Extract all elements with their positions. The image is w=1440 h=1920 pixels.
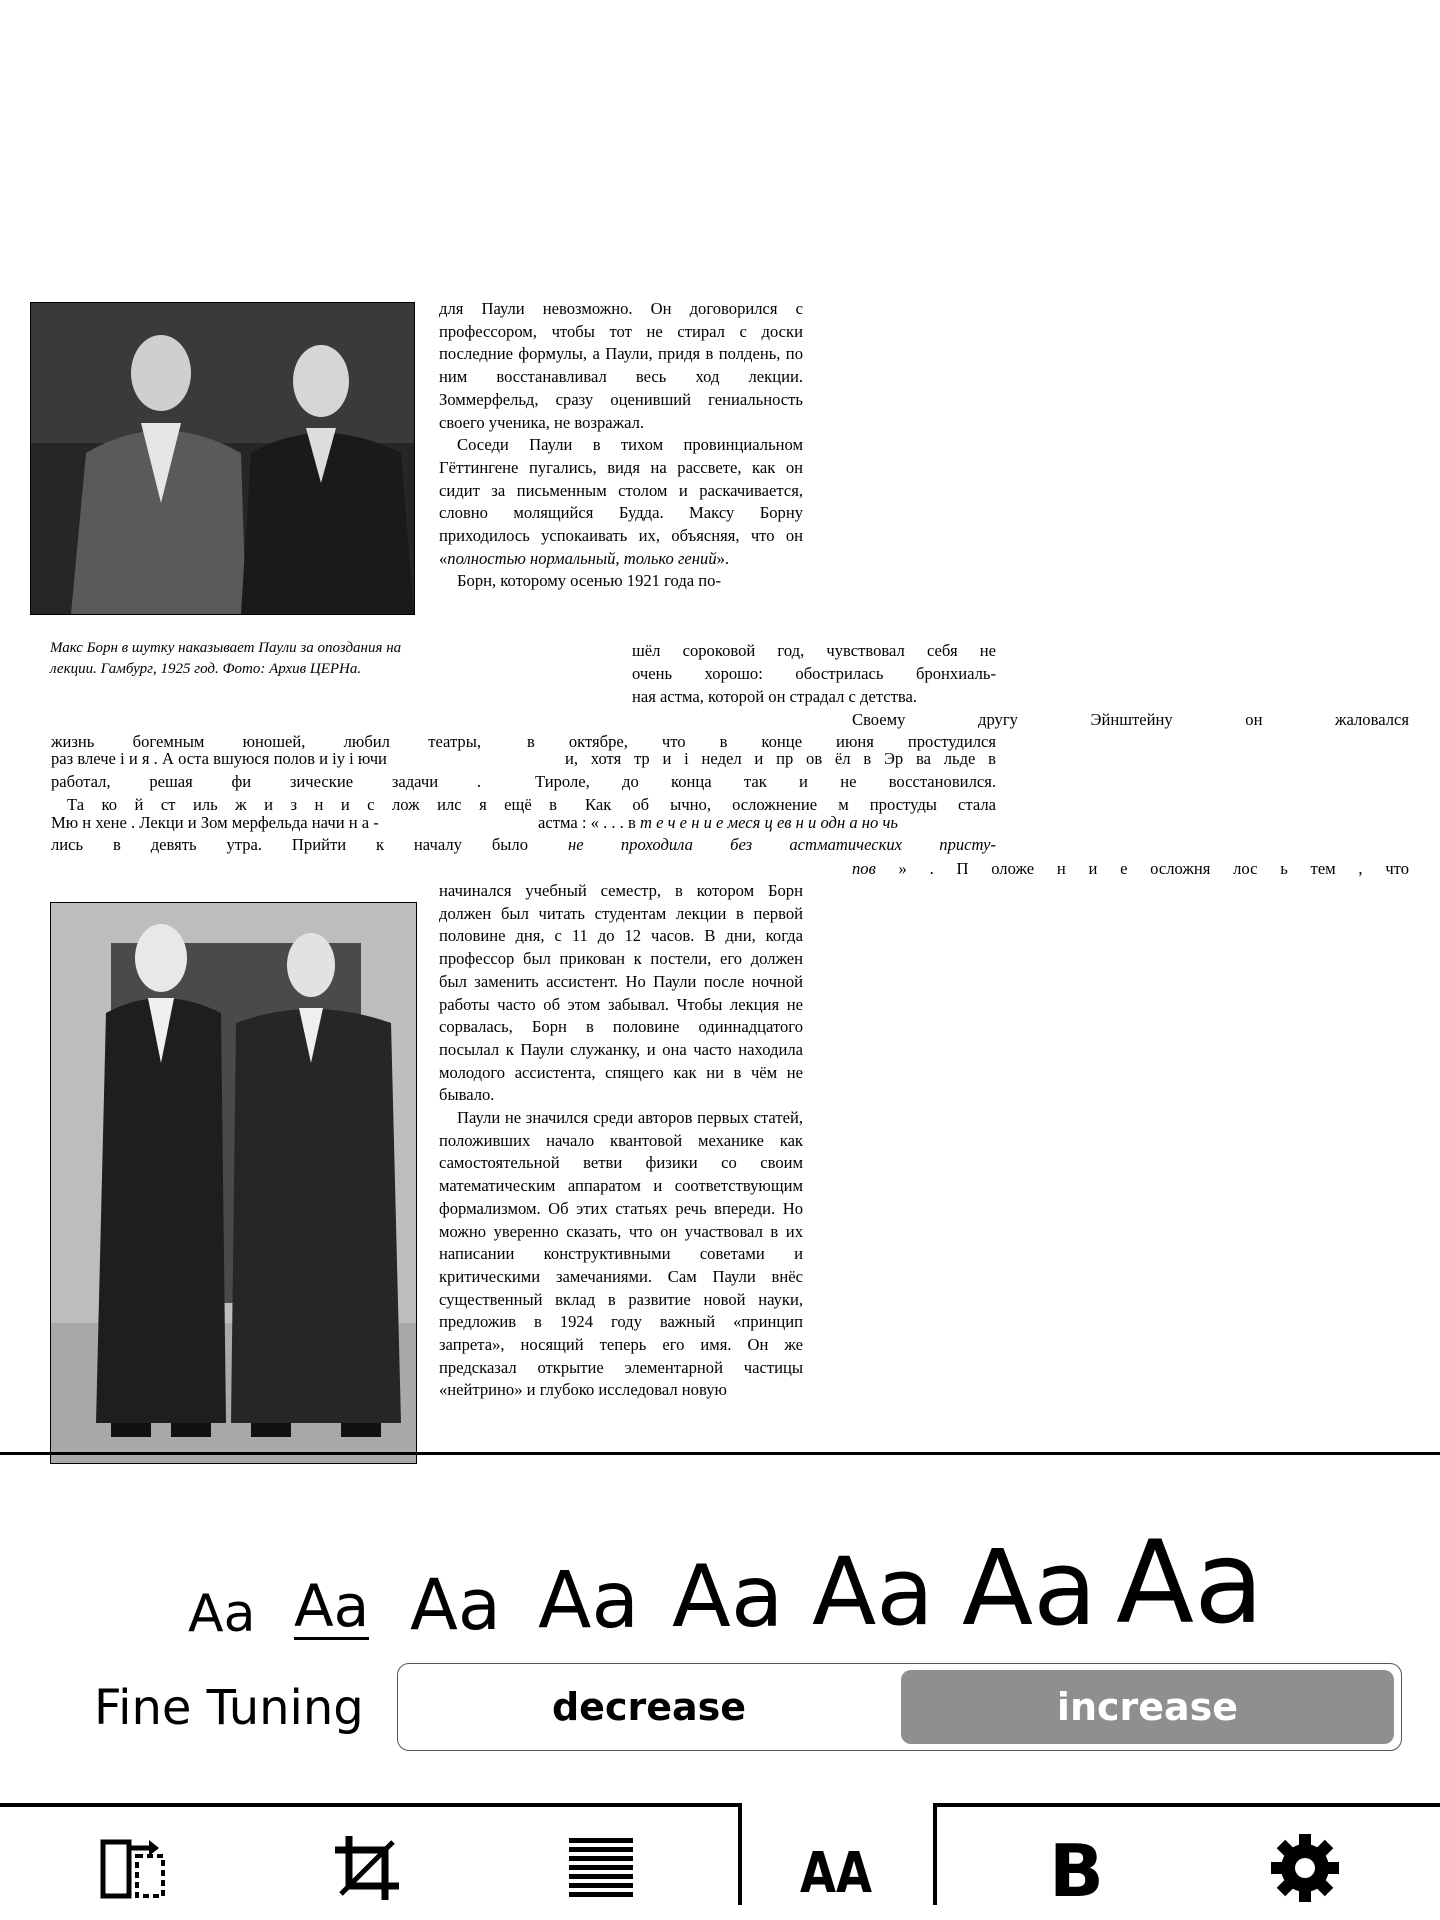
font-size-option-1[interactable]: Aa xyxy=(188,1584,256,1644)
text-line: Та ко й ст иль ж и з н и с лож илс я ещё в xyxy=(67,795,557,814)
text-line: очень хорошо: обострилась бронхиаль- xyxy=(632,664,996,683)
text-line: жизнь богемным юношей, любил театры, xyxy=(51,732,481,751)
font-size-option-2[interactable]: Aa xyxy=(294,1572,370,1640)
svg-text:AA: AA xyxy=(800,1841,873,1906)
crop-button[interactable] xyxy=(322,1823,412,1913)
decrease-button[interactable]: decrease xyxy=(551,1685,747,1729)
crop-icon xyxy=(331,1832,403,1904)
text-line: астма : « . . . в т е ч е н и е меся ц ев н и одн а но чь xyxy=(538,813,898,832)
text-line: и, хотя тр и і недел и пр ов ёл в Эр ва льде в xyxy=(565,749,996,768)
increase-button[interactable]: increase xyxy=(901,1670,1394,1744)
text-columns-icon xyxy=(565,1832,637,1904)
font-size-option-4[interactable]: Aa xyxy=(538,1556,640,1646)
text-line: не проходила без астматических присту- xyxy=(568,835,996,854)
fine-tuning-control xyxy=(397,1663,1402,1751)
bold-icon xyxy=(1035,1829,1107,1913)
svg-text:B: B xyxy=(1049,1829,1104,1913)
text-line: ная астма, которой он страдал с детства. xyxy=(632,687,918,706)
text-line: Мю н хене . Лекци и Зом мерфельда начи н а - xyxy=(51,813,379,832)
font-size-button[interactable] xyxy=(791,1823,881,1913)
photo-caption: Макс Борн в шутку наказывает Паули за опоздания на лекции. Гамбург, 1925 год. Фото: Архив ЦЕРНа. xyxy=(50,640,402,677)
text-line: лись в девять утра. Прийти к началу было xyxy=(51,835,528,854)
font-size-option-8[interactable]: Aa xyxy=(1116,1516,1264,1649)
toolbar-divider xyxy=(738,1803,742,1905)
page-layout-icon xyxy=(97,1832,169,1904)
paragraph: Паули не значился среди авторов первых статей, положивших начало квантовой механике как самостоятельной ветви физики со своим математическим аппаратом и соответствующим формализмом. Об этих статьях речь впереди. Но можно уверенно сказать, что он участвовал в их написании конструктивными советами и критическими замечаниями. Сам Паули внёс существенный вклад в развитие новой науки, предложив в 1924 году важный «принцип запрета», носящий теперь его имя. Он же предсказал открытие элементарной частицы «нейтрино» и глубоко исследовал новую xyxy=(439,1108,803,1400)
text-line: Своему другу Эйнштейну он жаловался xyxy=(852,710,1409,729)
photo-born-pauli xyxy=(30,302,415,615)
toolbar-border xyxy=(0,1803,742,1807)
paragraph: Борн, которому осенью 1921 года по- xyxy=(457,571,721,591)
fine-tuning-label: Fine Tuning xyxy=(94,1680,364,1736)
page-layout-button[interactable] xyxy=(88,1823,178,1913)
font-size-option-3[interactable]: Aa xyxy=(410,1564,501,1646)
font-size-icon xyxy=(800,1832,872,1904)
settings-gear-icon xyxy=(1269,1832,1341,1904)
text-line: раз влече і и я . А оста вшуюся полов и іу і ючи xyxy=(51,749,387,768)
bold-button[interactable] xyxy=(1026,1823,1116,1913)
text-line: работал, решая фи зические задачи . xyxy=(51,772,481,791)
text-line: пов » . П оложе н и е осложня лос ь тем , что xyxy=(852,859,1409,878)
text-columns-button[interactable] xyxy=(556,1823,646,1913)
text-line: шёл сороковой год, чувствовал себя не xyxy=(632,641,996,660)
font-size-option-6[interactable]: Aa xyxy=(812,1538,934,1647)
toolbar-divider xyxy=(933,1803,937,1905)
text-line: Тироле, до конца так и не восстановился. xyxy=(535,772,996,791)
text-line: Как об ычно, осложнение м простуды стала xyxy=(585,795,996,814)
panel-separator xyxy=(0,1452,1440,1455)
font-size-option-5[interactable]: Aa xyxy=(672,1547,784,1647)
photo-bohr-companion xyxy=(50,902,417,1464)
toolbar-border xyxy=(933,1803,1440,1807)
paragraph: начинался учебный семестр, в котором Борн должен был читать студентам лекции в первой половине дня, с 11 до 12 часов. В дни, когда профессор был прикован к постели, его должен был заменить ассистент. Но Паули после ночной работы часто об этом забывал. Чтобы лекция не сорвалась, Борн в половине одиннадцатого посылал к Паули служанку, и она часто находила молодого ассистента, спящего как ни в чём не бывало. xyxy=(439,881,803,1105)
text-column-2 xyxy=(439,880,803,1402)
paragraph: для Паули невозможно. Он договорился с профессором, чтобы тот не стирал с доски последние формулы, а Паули, придя в полдень, по ним восстанавливал весь ход лекции. Зоммерфельд, сразу оценивший гениальность своего ученика, не возражал. xyxy=(439,299,803,432)
text-column-1 xyxy=(439,298,803,593)
bottom-toolbar xyxy=(0,1803,1440,1920)
settings-button[interactable] xyxy=(1260,1823,1350,1913)
text-line: в октябре, что в конце июня простудился xyxy=(527,732,996,751)
font-size-options xyxy=(170,1516,1264,1649)
paragraph: Соседи Паули в тихом провинциальном Гёттингене пугались, видя на рассвете, как он сидит за письменным столом и раскачивается, словно молящийся Будда. Максу Борну приходилось успокаивать их, объясняя, что он «полностью нормальный, только гений». xyxy=(439,435,803,568)
font-size-option-7[interactable]: Aa xyxy=(962,1527,1097,1649)
